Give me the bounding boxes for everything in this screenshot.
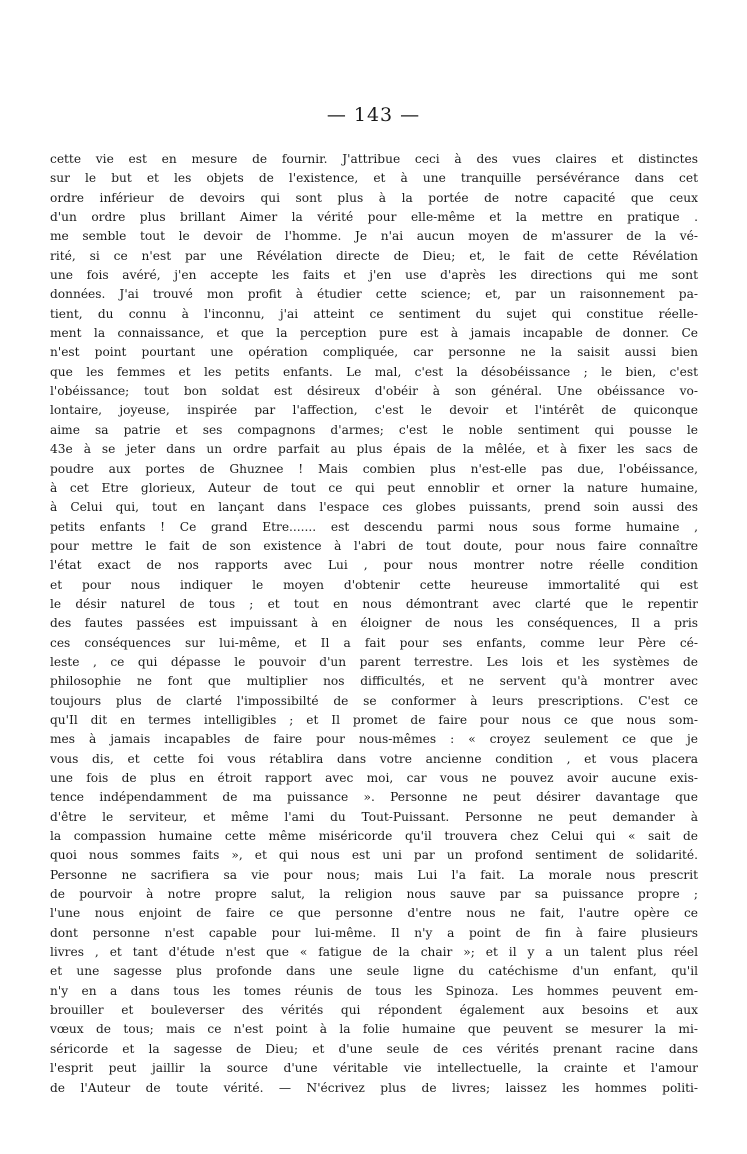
text-line: lontaire, joyeuse, inspirée par l'affection, c'est le devoir et l'intérêt de quiconque <box>50 403 698 418</box>
text-line: vous dis, et cette foi vous rétablira dans votre ancienne condition , et vous placera <box>50 751 698 766</box>
text-line: poudre aux portes de Ghuznee ! Mais combien plus n'est-elle pas due, l'obéissance, <box>50 461 698 476</box>
text-line: ordre inférieur de devoirs qui sont plus à la portée de notre capacité que ceux <box>50 190 698 205</box>
text-line: sur le but et les objets de l'existence, et à une tranquille persévérance dans cet <box>50 171 698 186</box>
text-line: me semble tout le devoir de l'homme. Je n'ai aucun moyen de m'assurer de la vé- <box>50 229 698 244</box>
text-line: une fois de plus en étroit rapport avec moi, car vous ne pouvez avoir aucune exis- <box>50 771 698 785</box>
text-line: rité, si ce n'est par une Révélation directe de Dieu; et, le fait de cette Révélation <box>50 248 698 263</box>
text-line: toujours plus de clarté l'impossibilté de se conformer à leurs prescriptions. C'est ce <box>50 693 698 708</box>
text-line: une fois avéré, j'en accepte les faits et j'en use d'après les directions qui me sont <box>50 268 698 283</box>
text-line: tient, du connu à l'inconnu, j'ai atteint ce sentiment du sujet qui constitue réelle- <box>50 306 698 321</box>
text-line: à Celui qui, tout en lançant dans l'espace ces globes puissants, prend soin aussi des <box>50 500 698 515</box>
text-line: séricorde et la sagesse de Dieu; et d'une seule de ces vérités prenant racine dans <box>50 1041 698 1056</box>
text-line: philosophie ne font que multiplier nos difficultés, et ne servent qu'à montrer avec <box>50 674 698 689</box>
text-line: n'y en a dans tous les tomes réunis de tous les Spinoza. Les hommes peuvent em- <box>50 983 698 998</box>
page-number: — 143 — <box>326 104 421 126</box>
text-line: petits enfants ! Ce grand Etre....... est descendu parmi nous sous forme humaine , <box>50 519 698 534</box>
text-line: livres , et tant d'étude n'est que « fatigue de la chair »; et il y a un talent plus réel <box>50 945 698 960</box>
text-line: pour mettre le fait de son existence à l'abri de tout doute, pour nous faire connaître <box>50 538 698 553</box>
text-line: ment la connaissance, et que la perception pure est à jamais incapable de donner. Ce <box>50 326 698 341</box>
text-line: leste , ce qui dépasse le pouvoir d'un parent terrestre. Les lois et les systèmes de <box>50 654 698 669</box>
text-line: l'esprit peut jaillir la source d'une véritable vie intellectuelle, la crainte et l'amour <box>50 1061 698 1076</box>
text-line: ces conséquences sur lui-même, et Il a fait pour ses enfants, comme leur Père cé- <box>50 635 698 650</box>
text-line: quoi nous sommes faits », et qui nous est uni par un profond sentiment de solidarité. <box>50 848 698 863</box>
text-line: à cet Etre glorieux, Auteur de tout ce qui peut ennoblir et orner la nature humaine, <box>50 480 698 495</box>
text-line: et une sagesse plus profonde dans une seule ligne du catéchisme d'un enfant, qu'il <box>50 964 698 979</box>
text-line: l'état exact de nos rapports avec Lui , pour nous montrer notre réelle condition <box>50 558 698 573</box>
text-line: aime sa patrie et ses compagnons d'armes; c'est le noble sentiment qui pousse le <box>50 422 698 437</box>
text-line: d'un ordre plus brillant Aimer la vérité pour elle-même et la mettre en pratique . <box>50 210 698 225</box>
text-line: vœux de tous; mais ce n'est point à la folie humaine que peuvent se mesurer la mi- <box>50 1022 698 1037</box>
text-line: tence indépendamment de ma puissance ». Personne ne peut désirer davantage que <box>50 790 698 805</box>
text-line: Personne ne sacrifiera sa vie pour nous; mais Lui l'a fait. La morale nous prescrit <box>50 867 698 882</box>
text-line: brouiller et bouleverser des vérités qui répondent également aux besoins et aux <box>50 1003 698 1018</box>
text-line: qu'Il dit en termes intelligibles ; et Il promet de faire pour nous ce que nous som- <box>50 712 698 727</box>
text-line: et pour nous indiquer le moyen d'obtenir cette heureuse immortalité qui est <box>50 577 698 592</box>
text-line: l'une nous enjoint de faire ce que personne d'entre nous ne fait, l'autre opère ce <box>50 906 698 921</box>
text-line: que les femmes et les petits enfants. Le mal, c'est la désobéissance ; le bien, c'est <box>50 364 698 379</box>
text-line: mes à jamais incapables de faire pour nous-mêmes : « croyez seulement ce que je <box>50 732 698 747</box>
text-line: d'être le serviteur, et même l'ami du Tout-Puissant. Personne ne peut demander à <box>50 809 698 824</box>
text-line: n'est point pourtant une opération compliquée, car personne ne la saisit aussi bien <box>50 345 698 360</box>
text-line: de pourvoir à notre propre salut, la religion nous sauve par sa puissance propre ; <box>50 887 698 902</box>
text-line: le désir naturel de tous ; et tout en nous démontrant avec clarté que le repentir <box>50 596 698 611</box>
text-line: 43e à se jeter dans un ordre parfait au plus épais de la mêlée, et à fixer les sacs de <box>50 442 698 457</box>
body-text <box>50 150 698 1098</box>
text-line: l'obéissance; tout bon soldat est désireux d'obéir à son général. Une obéissance vo- <box>50 384 698 399</box>
text-line: cette vie est en mesure de fournir. J'attribue ceci à des vues claires et distinctes <box>50 152 698 166</box>
text-line: des fautes passées est impuissant à en éloigner de nous les conséquences, Il a pris <box>50 616 698 631</box>
text-line: dont personne n'est capable pour lui-même. Il n'y a point de fin à faire plusieurs <box>50 925 698 940</box>
text-line: de l'Auteur de toute vérité. — N'écrivez plus de livres; laissez les hommes politi- <box>50 1080 698 1095</box>
text-line: données. J'ai trouvé mon profit à étudier cette science; et, par un raisonnement pa- <box>50 287 698 302</box>
text-line: la compassion humaine cette même miséricorde qu'il trouvera chez Celui qui « sait de <box>50 829 698 844</box>
